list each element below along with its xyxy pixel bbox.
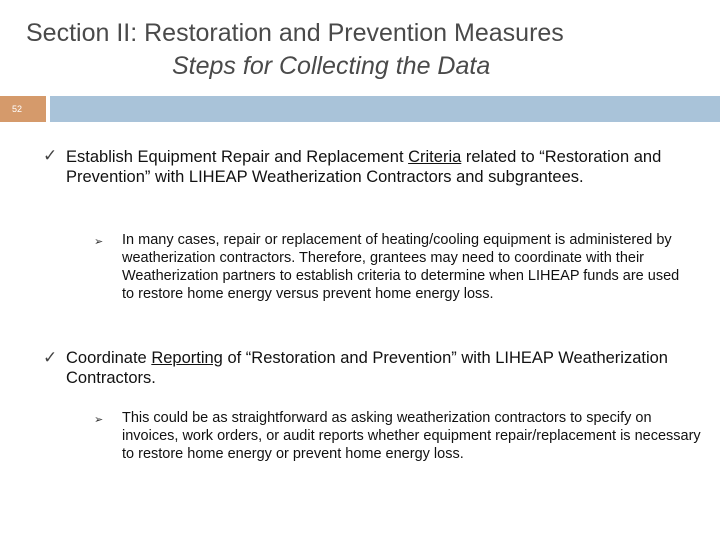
bullet-item-reporting <box>66 348 686 388</box>
bullet-text: Establish Equipment Repair and Replacement <box>66 148 409 166</box>
sub-bullet-text: In many cases, repair or replacement of heating/cooling equipment is administered by weatherization contractors. Therefore, grantees may need to coordinate with their Weatherization partners to establish criteria to determine when LIHEAP funds are used to restore home energy versus prevent home energy loss. <box>122 232 680 302</box>
accent-bar-right <box>50 96 720 122</box>
sub-bullet-text: This could be as straightforward as asking weatherization contractors to specify on invoices, work orders, or audit reports whether equipment repair/replacement is necessary to restore home energy or prevent home energy loss. <box>122 410 701 462</box>
check-icon: ✓ <box>43 146 58 166</box>
bullet-text: related to “Restoration and Prevention” with LIHEAP Weatherization Contractors and subgrantees. <box>66 148 662 186</box>
slide-number: 52 <box>11 104 22 114</box>
arrow-icon: ➢ <box>94 235 104 248</box>
bullet-text: of “Restoration and Prevention” with LIHEAP Weatherization Contractors. <box>66 349 668 387</box>
bullet-underlined-text: Reporting <box>151 349 223 367</box>
slide-subtitle: Steps for Collecting the Data <box>172 52 491 80</box>
bullet-item-criteria <box>66 147 686 187</box>
slide-title: Section II: Restoration and Prevention Measures <box>26 19 564 47</box>
bullet-text: Coordinate <box>66 349 152 367</box>
bullet-underlined-text: Criteria <box>408 148 462 166</box>
check-icon: ✓ <box>43 348 58 368</box>
arrow-icon: ➢ <box>94 413 104 426</box>
